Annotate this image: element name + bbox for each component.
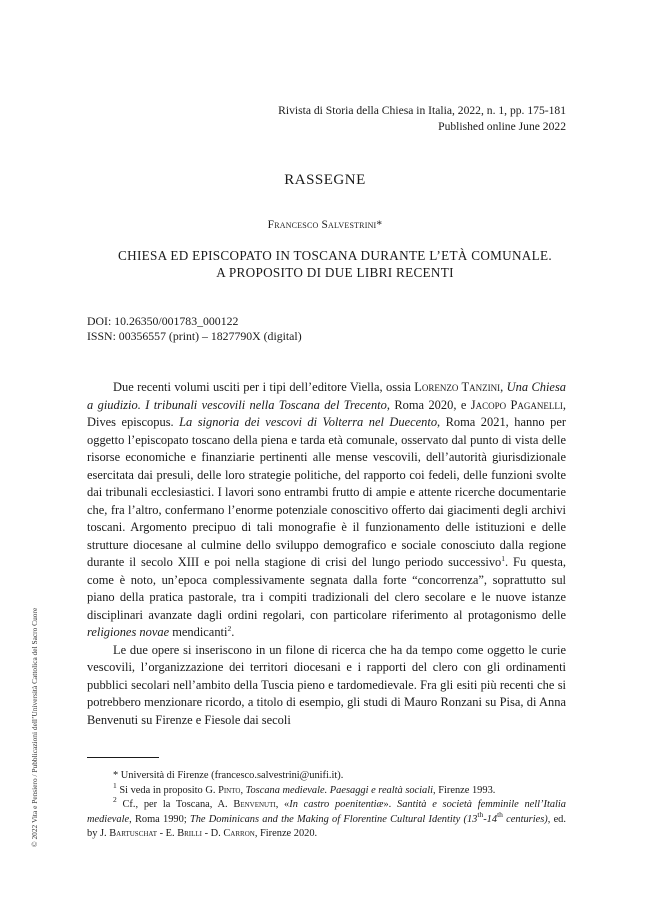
- text: , Roma 2020, e: [386, 397, 471, 412]
- book-title: Toscana medievale. Paesaggi e realtà sociali: [245, 784, 434, 796]
- text: mendicanti: [169, 625, 228, 639]
- footnote-star: * Università di Firenze (francesco.salvestrini@unifi.it).: [113, 770, 344, 781]
- author-ref: Jacopo Paganelli: [470, 397, 563, 412]
- article-title: [40, 247, 630, 281]
- section-title: RASSEGNE: [284, 172, 366, 188]
- book-title: The Dominicans and the Making of Florentine Cultural Identity (13: [189, 813, 478, 825]
- footnote-mark: 1: [113, 780, 117, 790]
- text: Due recenti volumi usciti per i tipi dell’editore Viella, ossia: [113, 380, 415, 394]
- text: , ed. by J.: [87, 813, 566, 840]
- text: .: [231, 625, 235, 639]
- text: , «: [275, 799, 290, 811]
- book-title: La signoria dei vescovi di Volterra nel Duecento: [179, 415, 438, 429]
- article-body: [87, 379, 566, 729]
- author-name: Francesco Salvestrini*: [267, 219, 383, 231]
- book-title: In castro poenitentiæ: [289, 799, 384, 811]
- author-ref: Lorenzo Tanzini: [414, 380, 501, 394]
- author-ref: Pinto: [218, 784, 241, 796]
- footnote-2: [87, 795, 566, 842]
- journal-citation: Rivista di Storia della Chiesa in Italia, 2022, n. 1, pp. 175-181: [278, 104, 566, 117]
- text: ,: [500, 380, 507, 394]
- article-title-line-1: CHIESA ED EPISCOPATO IN TOSCANA DURANTE L’ETÀ COMUNALE.: [118, 248, 552, 263]
- footnote-divider: [87, 757, 159, 758]
- book-title: Santità e società femminile nell’Italia medievale: [87, 799, 566, 825]
- footnote-mark: 2: [113, 795, 117, 805]
- text: , Dives episcopus.: [87, 397, 567, 429]
- paragraph-2: Le due opere si inseriscono in un filone di ricerca che ha da tempo come oggetto le curie vescovili, l’organizzazione dei territori diocesani e i rapporti del clero con gli ordinamenti pubblici secolari nell’ambito della Tuscia pieno e tardomedievale. Fra gli esiti più recenti che si potrebbero menzionare ricordo, a titolo di esempio, gli studi di Mauro Ronzani su Pisa, di Anna Benvenuti su Firenze e Fiesole dai secoli: [87, 642, 566, 727]
- published-date: Published online June 2022: [438, 120, 566, 133]
- text: ».: [383, 799, 398, 811]
- identifiers: [87, 314, 302, 344]
- superscript: th: [497, 809, 503, 819]
- author-ref: Carron: [223, 828, 255, 840]
- footnote-1: [87, 780, 566, 799]
- text: , Firenze 2020.: [254, 828, 318, 840]
- text: Cf., per la Toscana, A.: [116, 799, 234, 811]
- article-title-line-2: A PROPOSITO DI DUE LIBRI RECENTI: [216, 265, 454, 280]
- doi: DOI: 10.26350/001783_000122: [87, 314, 239, 328]
- text: ,: [240, 784, 246, 796]
- footnote-ref[interactable]: 2: [227, 624, 232, 633]
- issn: ISSN: 00356557 (print) – 1827790X (digital): [87, 329, 302, 343]
- book-title: centuries): [502, 813, 548, 825]
- text: , Roma 1990;: [129, 813, 190, 825]
- footnote-ref[interactable]: 1: [501, 554, 506, 563]
- book-title: -14: [483, 813, 498, 825]
- author-ref: Bartuschat: [109, 828, 157, 840]
- footnotes: [87, 769, 566, 842]
- text: - D.: [202, 828, 224, 840]
- paragraph-1: [87, 379, 566, 642]
- running-header: [278, 103, 566, 135]
- text: . Fu questa, come è noto, un’epoca complessivamente segnata dalla forte “concorrenza”, soprattutto sul piano della pratica pastorale, tra i compiti tradizionali del clero secolare e le nuove istanze disciplinari avanzate dagli ordini regolari, con particolare riferimento al protagonismo delle: [87, 555, 566, 622]
- italic-term: religiones novae: [87, 625, 170, 639]
- text: Si veda in proposito G.: [116, 784, 219, 796]
- author-ref: Benvenuti: [233, 799, 276, 811]
- text: - E.: [156, 828, 178, 840]
- copyright-text: © 2022 Vita e Pensiero / Pubblicazioni dell’Università Cattolica del Sacro Cuore: [30, 607, 39, 847]
- text: , Roma 2021, hanno per oggetto l’episcopato toscano della piena e tarda età comunale, osservato dal punto di vista delle risorse economiche e finanziarie pertinenti alle mense vescovili, dell’autorità giurisdizionale esercitata dai presuli, delle loro strategie politiche, del rapporto coi fedeli, delle funzioni svolte dai tribunali ecclesiastici. I lavori sono entrambi frutto di ampie e attente ricerche documentarie che, fra l’altro, confermano l’enorme potenziale conoscitivo offerto dai giacimenti degli archivi toscani. Argomento precipuo di tali monografie è il funzionamento delle istituzioni e delle strutture diocesane al culmine dello sviluppo demografico e sociale conosciuto dalla regione durante il secolo XIII e poi nella stagione di crisi del lungo periodo successivo: [87, 415, 566, 569]
- book-title: Una Chiesa a giudizio. I tribunali vescovili nella Toscana del Trecento: [87, 380, 566, 412]
- author-ref: Brilli: [177, 828, 203, 840]
- superscript: th: [477, 809, 484, 819]
- text: , Firenze 1993.: [433, 784, 496, 796]
